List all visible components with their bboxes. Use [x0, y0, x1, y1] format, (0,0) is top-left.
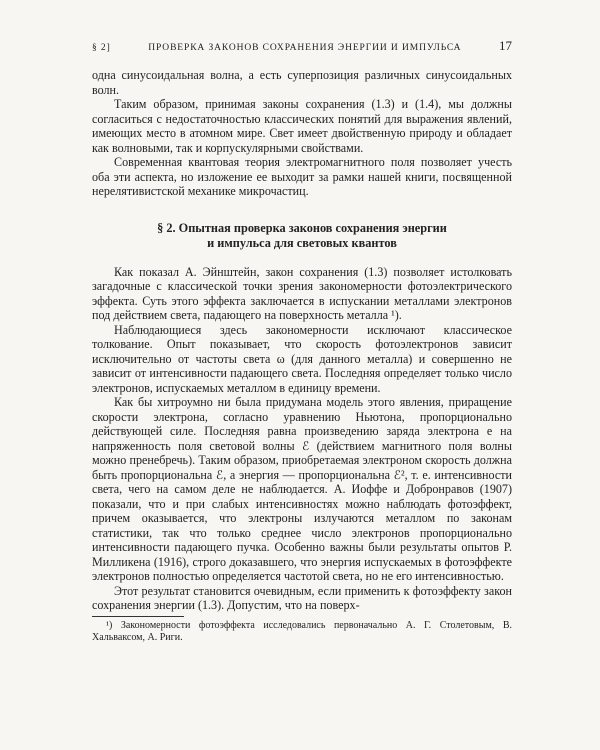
running-head [92, 38, 512, 54]
section-heading-line-1: § 2. Опытная проверка законов сохранения энергии [157, 220, 447, 235]
page-number: 17 [498, 38, 512, 53]
section-heading [92, 221, 512, 251]
footnote-rule [92, 616, 184, 617]
paragraph-5: Наблюдающиеся здесь закономерности исключают классическое толкование. Опыт показывает, что скорость фотоэлектронов зависит исключительно от частоты света ω (для данного металла) и совершенно не зависит от интенсивности падающего света. Последняя определяет только число электронов, испускаемых металлом в единицу времени. [92, 322, 512, 395]
section-mark: § 2] [92, 43, 111, 53]
paragraph-4: Как показал А. Эйнштейн, закон сохранения (1.3) позволяет истолковать загадочные с классической точки зрения закономерности фотоэлектрического эффекта. Суть этого эффекта заключается в испускании металлами электронов под действием света, падающего на поверхность металла ¹). [92, 264, 512, 322]
section-heading-line-2: и импульса для световых квантов [207, 235, 397, 250]
paragraph-1: одна синусоидальная волна, а есть суперпозиция различных синусоидальных волн. [92, 68, 512, 97]
footnote: ¹) Закономерности фотоэффекта исследовались первоначально А. Г. Столетовым, В. Хальваксом, А. Риги. [92, 619, 512, 643]
paragraph-2: Таким образом, принимая законы сохранения (1.3) и (1.4), мы должны согласиться с недостаточностью классических понятий для выражения явлений, имеющих место в атомном мире. Свет имеет двойственную природу и обладает как волновыми, так и корпускулярными свойствами. [92, 97, 512, 155]
paragraph-3: Современная квантовая теория электромагнитного поля позволяет учесть оба эти аспекта, но изложение ее выходит за рамки нашей книги, посвященной нерелятивистской механике микрочастиц. [92, 155, 512, 198]
paragraph-7: Этот результат становится очевидным, если применить к фотоэффекту закон сохранения энергии (1.3). Допустим, что на поверх- [92, 583, 512, 612]
running-title: ПРОВЕРКА ЗАКОНОВ СОХРАНЕНИЯ ЭНЕРГИИ И ИМПУЛЬСА [148, 43, 462, 53]
paragraph-6: Как бы хитроумно ни была придумана модель этого явления, приращение скорости электрона, согласно уравнению Ньютона, пропорционально действующей силе. Последняя равна произведению заряда электрона e на напряженность поля световой волны ℰ (действием магнитного поля волны можно пренебречь). Таким образом, приобретаемая электроном скорость должна быть пропорциональна ℰ, а энергия — пропорциональна ℰ², т. е. интенсивности света, чего на самом деле не наблюдается. А. Иоффе и Добронравов (1907) показали, что и при слабых интенсивностях можно наблюдать фотоэффект, причем оказывается, что электроны излучаются металлом по законам статистики, так что только среднее число электронов пропорционально интенсивности падающего пучка. Особенно важны были результаты опытов Р. Милликена (1916), строго доказавшего, что энергия испускаемых в фотоэффекте электронов полностью определяется частотой света, но не его интенсивностью. [92, 395, 512, 583]
